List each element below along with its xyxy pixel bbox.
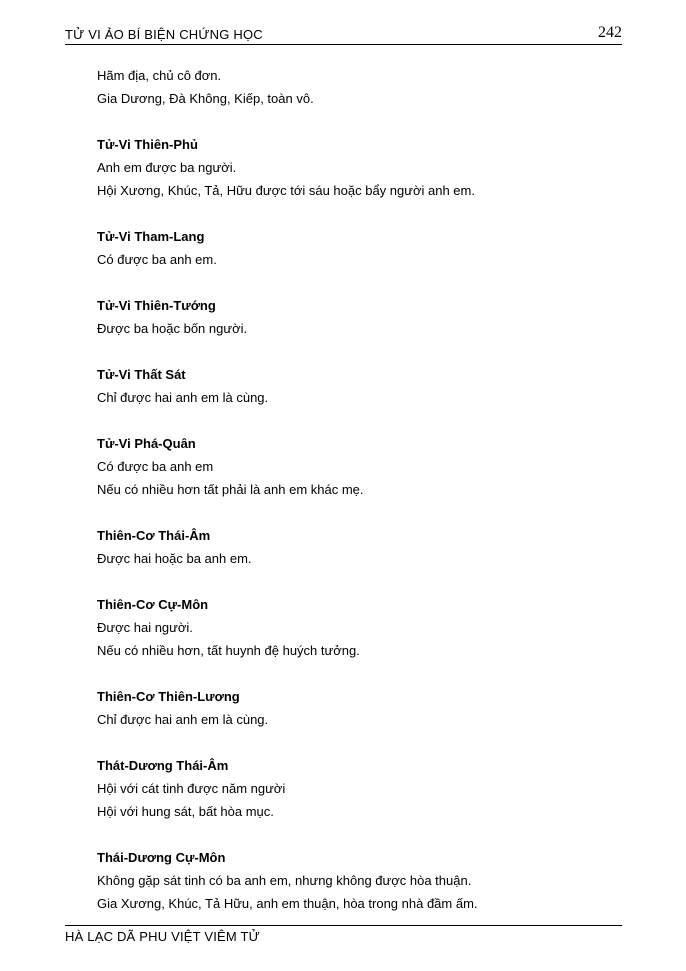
section-heading: Thiên-Cơ Thái-Âm bbox=[97, 528, 211, 543]
body-line: Hội Xương, Khúc, Tả, Hữu được tới sáu hoặc bẩy người anh em. bbox=[97, 183, 475, 198]
body-line: Anh em được ba người. bbox=[97, 160, 237, 175]
body-line: Có được ba anh em. bbox=[97, 252, 217, 267]
body-line: Hội với cát tinh được năm người bbox=[97, 781, 286, 796]
body-line: Nếu có nhiều hơn tất phải là anh em khác mẹ. bbox=[97, 482, 364, 497]
footer-author: HÀ LẠC DÃ PHU VIỆT VIÊM TỬ bbox=[65, 929, 260, 944]
footer-divider bbox=[65, 925, 622, 926]
body-line: Được hai người. bbox=[97, 620, 193, 635]
body-line: Được hai hoặc ba anh em. bbox=[97, 551, 252, 566]
body-line: Gia Dương, Đà Không, Kiếp, toàn vô. bbox=[97, 91, 314, 106]
body-line: Nếu có nhiều hơn, tất huynh đệ huých tưởng. bbox=[97, 643, 360, 658]
section-heading: Tử-Vi Phá-Quân bbox=[97, 436, 196, 451]
section-heading: Tử-Vi Thiên-Tướng bbox=[97, 298, 216, 313]
body-line: Có được ba anh em bbox=[97, 459, 214, 474]
body-line: Hãm địa, chủ cô đơn. bbox=[97, 68, 222, 83]
section-heading: Tử-Vi Thiên-Phủ bbox=[97, 137, 198, 152]
section-heading: Tử-Vi Tham-Lang bbox=[97, 229, 205, 244]
body-line: Chỉ được hai anh em là cùng. bbox=[97, 390, 269, 405]
section-heading: Thiên-Cơ Cự-Môn bbox=[97, 597, 209, 612]
page-body bbox=[97, 64, 617, 915]
page-header bbox=[65, 25, 622, 45]
body-line: Chỉ được hai anh em là cùng. bbox=[97, 712, 269, 727]
body-line: Gia Xương, Khúc, Tả Hữu, anh em thuận, hòa trong nhà đầm ấm. bbox=[97, 896, 478, 911]
section-heading: Tử-Vi Thất Sát bbox=[97, 367, 186, 382]
page-number: 242 bbox=[598, 24, 622, 41]
book-title: TỬ VI ẢO BÍ BIỆN CHỨNG HỌC bbox=[65, 27, 263, 42]
section-heading: Thái-Dương Cự-Môn bbox=[97, 850, 226, 865]
section-heading: Thiên-Cơ Thiên-Lương bbox=[97, 689, 240, 704]
section-heading: Thát-Dương Thái-Âm bbox=[97, 758, 229, 773]
body-line: Được ba hoặc bốn người. bbox=[97, 321, 248, 336]
body-line: Không gặp sát tinh có ba anh em, nhưng không được hòa thuận. bbox=[97, 873, 472, 888]
body-line: Hội với hung sát, bất hòa mục. bbox=[97, 804, 274, 819]
